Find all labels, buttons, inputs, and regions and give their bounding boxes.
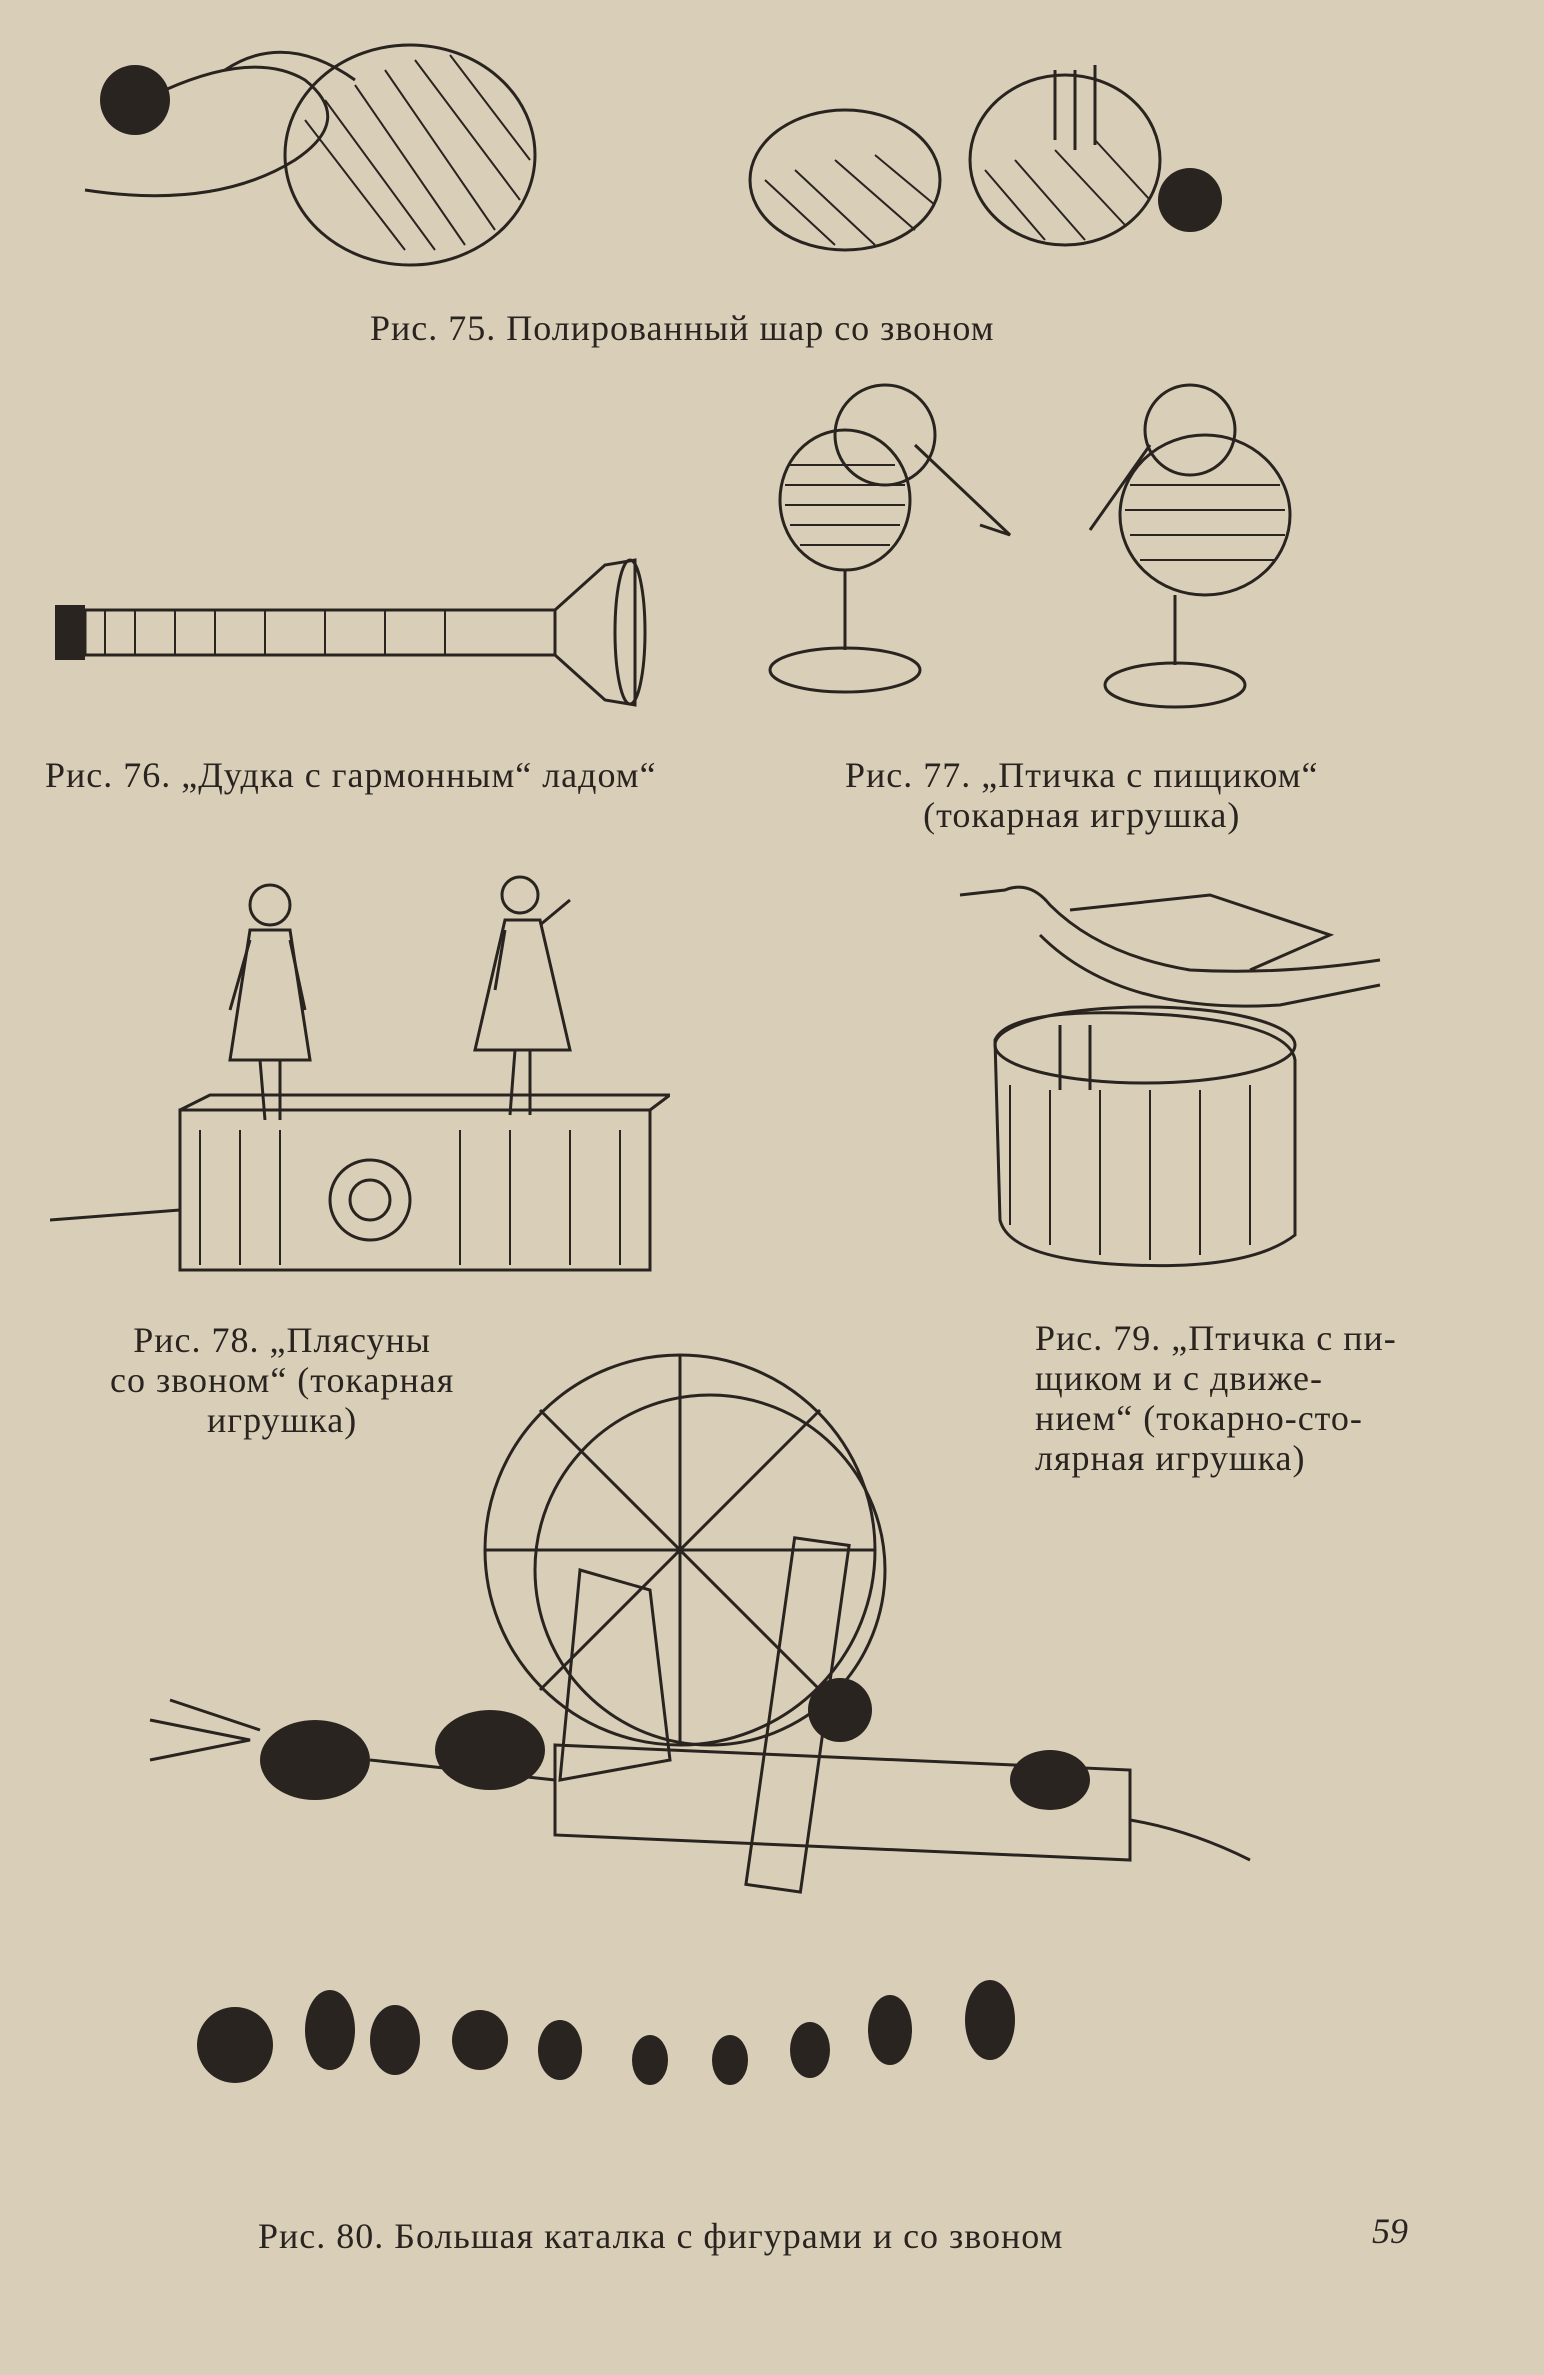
figure-80-caption: Рис. 80. Большая каталка с фигурами и со звоном — [258, 2216, 1064, 2256]
figure-76-pipe-illustration — [45, 545, 655, 715]
figure-75-ball-illustration — [55, 40, 1395, 300]
figure-77-birds-illustration — [745, 375, 1395, 725]
figure-80-pull-toy-illustration — [130, 1340, 1300, 2150]
figure-79-caption: Рис. 79. „Птичка с пи- щиком и с движе- нием“ (токарно-сто- лярная игрушка) — [1035, 1318, 1397, 1478]
figure-76-caption: Рис. 76. „Дудка с гармонным“ ладом“ — [45, 755, 657, 795]
figure-78-dancers-illustration — [50, 870, 670, 1290]
figure-77-caption: Рис. 77. „Птичка с пищиком“ (токарная игрушка) — [845, 755, 1319, 835]
figure-79-bird-box-illustration — [950, 875, 1390, 1275]
figure-75-caption: Рис. 75. Полированный шар со звоном — [370, 308, 995, 348]
page-number: 59 — [1372, 2211, 1408, 2251]
figure-78-caption: Рис. 78. „Плясуны со звоном“ (токарная игрушка) — [110, 1320, 455, 1440]
